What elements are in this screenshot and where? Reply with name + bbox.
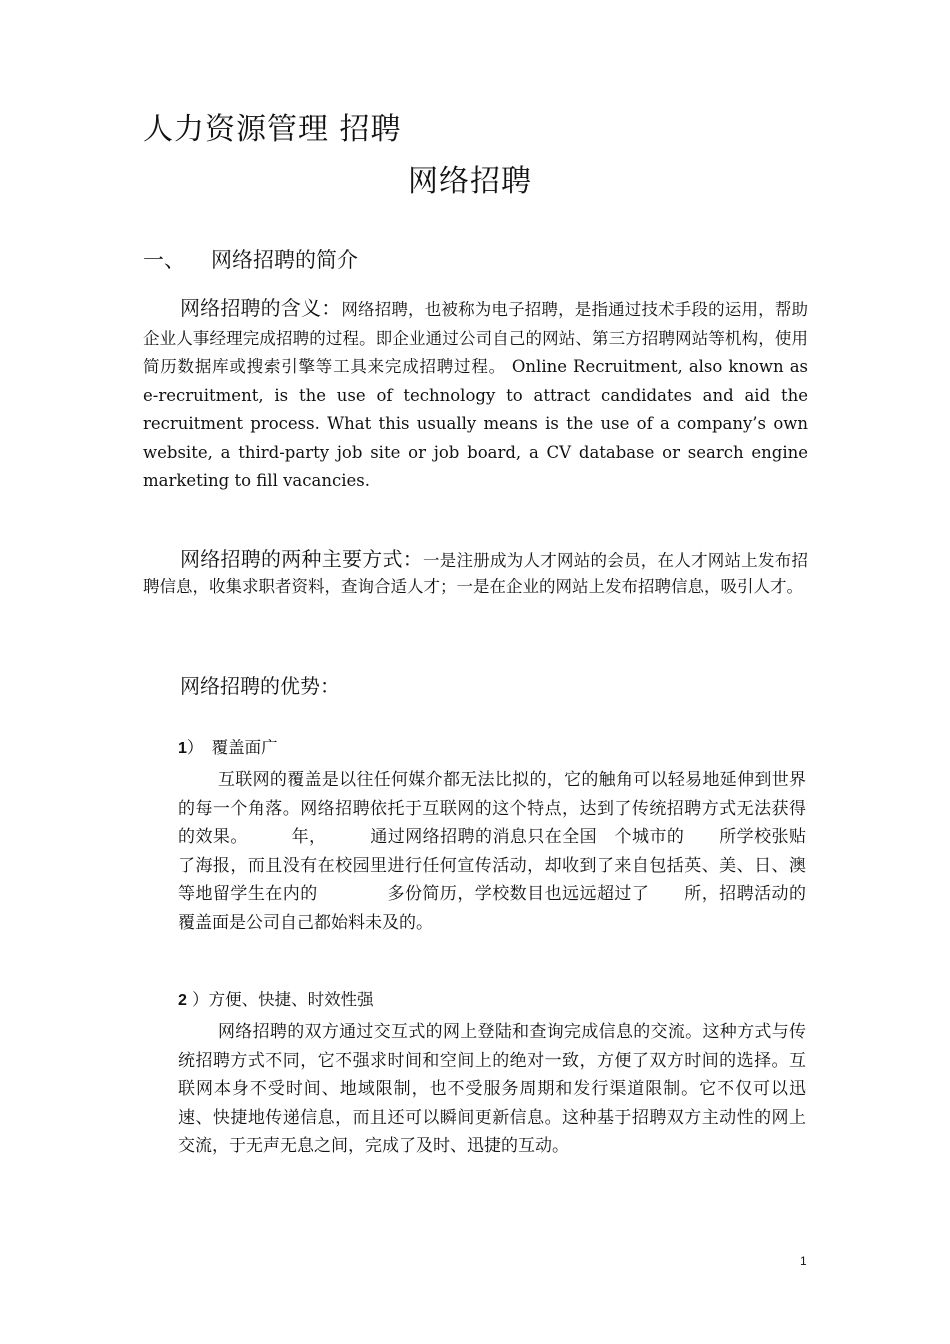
advantage-item-suffix: ） (186, 738, 196, 757)
advantage-item-number: 1 (178, 740, 187, 757)
advantage-item-heading (178, 986, 374, 1010)
definition-paragraph (143, 294, 808, 496)
document-subtitle: 网络招聘 (408, 164, 532, 199)
advantage-item-title: 方便、快捷、时效性强 (208, 990, 374, 1009)
definition-text: 网络招聘，也被称为电子招聘，是指通过技术手段的运用，帮助企业人事经理完成招聘的过程。即企业通过公司自己的网站、第三方招聘网站等机构，使用简历数据库或搜索引擎等工具来完成招聘过程。 Online Recruitment, also known as e-recruitment, is the use of technology to attract candidates and aid the recruitment process. What this usually means is the use of a company’s own website, a third-party job site or job board, a CV database or search engine marketing to fill vacancies. (143, 300, 809, 490)
document-title: 人力资源管理 招聘 (143, 112, 402, 147)
section-title: 网络招聘的简介 (211, 248, 358, 272)
definition-label: 网络招聘的含义： (180, 296, 342, 320)
advantage-item-number: 2 (178, 992, 187, 1009)
advantage-item-text: 网络招聘的双方通过交互式的网上登陆和查询完成信息的交流。这种方式与传统招聘方式不同，它不强求时间和空间上的绝对一致，方便了双方时间的选择。互联网本身不受时间、地域限制，也不受服务周期和发行渠道限制。它不仅可以迅速、快捷地传递信息，而且还可以瞬间更新信息。这种基于招聘双方主动性的网上交流，于无声无息之间，完成了及时、迅捷的互动。 (178, 1022, 806, 1156)
advantage-item-text: 互联网的覆盖是以往任何媒介都无法比拟的，它的触角可以轻易地延伸到世界的每一个角落。网络招聘依托于互联网的这个特点，达到了传统招聘方式无法获得的效果。 年， 通过网络招聘的消息只在全国 个城市的 所学校张贴了海报，而且没有在校园里进行任何宣传活动，却收到了来自包括英、美、日、澳等地留学生在内的 多份简历，学校数目也远远超过了 所，招聘活动的覆盖面是公司自己都始料未及的。 (178, 770, 806, 933)
advantage-item-suffix: ） (186, 990, 209, 1009)
section-number: 一、 (143, 248, 185, 272)
methods-paragraph (143, 546, 808, 600)
advantage-item-title: 覆盖面广 (211, 738, 278, 757)
page-number: 1 (800, 1254, 807, 1268)
section-heading (143, 244, 358, 274)
advantage-item-heading (178, 734, 278, 758)
advantages-heading: 网络招聘的优势： (180, 674, 340, 698)
methods-text: 一是注册成为人才网站的会员，在人才网站上发布招聘信息，收集求职者资料，查询合适人才；一是在企业的网站上发布招聘信息，吸引人才。 (143, 551, 808, 596)
methods-label: 网络招聘的两种主要方式： (180, 547, 423, 571)
